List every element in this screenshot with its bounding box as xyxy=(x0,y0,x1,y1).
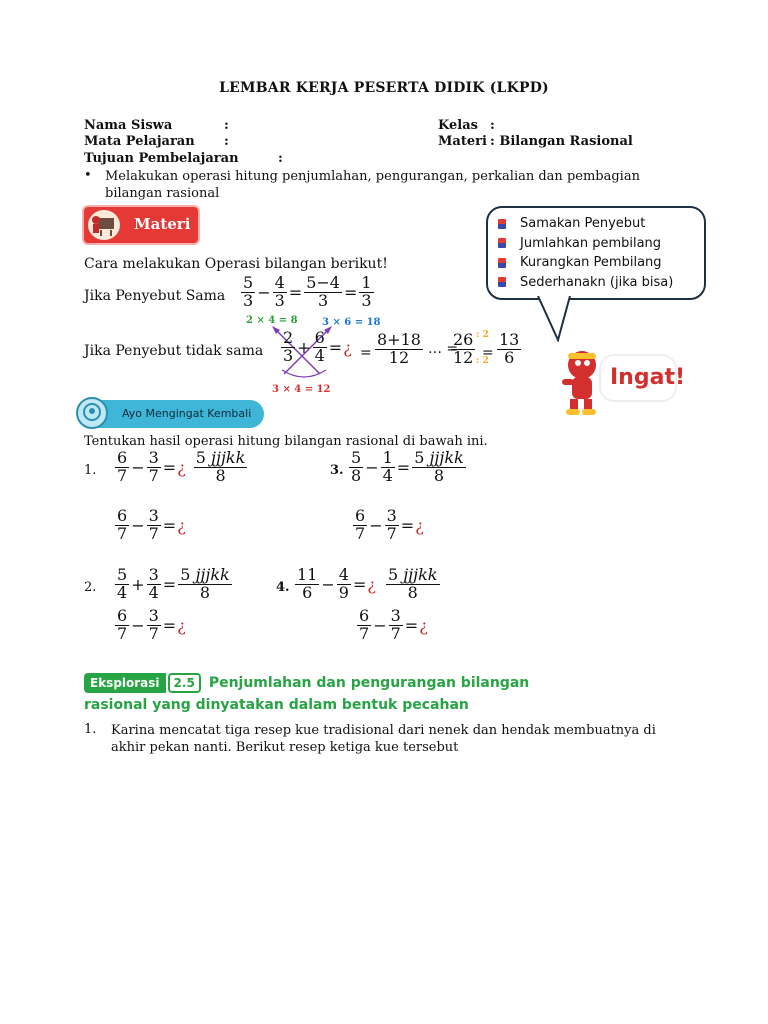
bullet-icon xyxy=(498,258,506,268)
eksplorasi-title-2: rasional yang dinyatakan dalam bentuk pecahan xyxy=(84,697,469,713)
kelas-colon: : xyxy=(490,118,495,133)
page-title: LEMBAR KERJA PESERTA DIDIK (LKPD) xyxy=(219,80,549,96)
eksplorasi-tag: Eksplorasi xyxy=(84,673,166,693)
q1-equation: $\frac{6}{7}$ − $\frac{3}{7}$ = ¿ $\frac{\text{5 jjjkk}}{8}$ xyxy=(117,448,246,485)
bullet-icon xyxy=(498,277,506,287)
same-label: Jika Penyebut Sama xyxy=(84,288,226,304)
q4-number: 4. xyxy=(276,580,290,595)
diff-eq-sign-2: = xyxy=(482,345,494,361)
q3-answer-row: $\frac{6}{7}$ − $\frac{3}{7}$ = ¿ xyxy=(355,506,424,543)
same-equation: $\frac{5}{3}$ − $\frac{4}{3}$ = $\frac{5-4}{3}$ = $\frac{1}{3}$ xyxy=(243,273,372,310)
q2-answer-row: $\frac{6}{7}$ − $\frac{3}{7}$ = ¿ xyxy=(117,606,186,643)
q3-equation: $\frac{5}{8}$ − $\frac{1}{4}$ = $\frac{\text{5 jjjkk}}{8}$ xyxy=(351,448,464,485)
diff-step-2: $\frac{26}{12}$ xyxy=(453,330,474,367)
reminder-item: Jumlahkan pembilang xyxy=(498,234,704,254)
materi-label: Materi xyxy=(438,134,487,149)
materi-badge-label: Materi xyxy=(134,215,191,233)
annot-right: 3 × 6 = 18 xyxy=(322,317,381,328)
reminder-item: Kurangkan Pembilang xyxy=(498,253,704,273)
tujuan-bullet: • xyxy=(84,168,92,183)
nama-label: Nama Siswa xyxy=(84,118,173,133)
tujuan-text: Melakukan operasi hitung penjumlahan, pengurangan, perkalian dan pembagian bilangan rasional xyxy=(105,169,640,201)
instruction-text: Tentukan hasil operasi hitung bilangan rasional di bawah ini. xyxy=(84,434,488,449)
ingat-label: Ingat! xyxy=(610,365,685,390)
tujuan-label: Tujuan Pembelajaran xyxy=(84,151,239,166)
diff-step-1: $\frac{8+18}{12}$ … = xyxy=(377,330,459,367)
eksplorasi-title-1: Penjumlahan dan pengurangan bilangan xyxy=(208,675,530,691)
diff-result: $\frac{13}{6}$ xyxy=(499,330,520,367)
mapel-colon: : xyxy=(224,134,229,149)
q4-answer-row: $\frac{6}{7}$ − $\frac{3}{7}$ = ¿ xyxy=(359,606,428,643)
kelas-label: Kelas xyxy=(438,118,478,133)
q4-equation: $\frac{11}{6}$ − $\frac{4}{9}$ = ¿ $\frac{\text{5 jjjkk}}{8}$ xyxy=(297,565,438,602)
q2-equation: $\frac{5}{4}$ + $\frac{3}{4}$ = $\frac{\text{5 jjjkk}}{8}$ xyxy=(117,565,230,602)
ingat-sticker xyxy=(560,345,685,419)
reminder-bubble xyxy=(486,206,706,300)
ayo-label: Ayo Mengingat Kembali xyxy=(122,407,252,420)
q3-number: 3. xyxy=(330,463,344,478)
intro-text: Cara melakukan Operasi bilangan berikut! xyxy=(84,256,388,272)
mapel-label: Mata Pelajaran xyxy=(84,134,195,149)
materi-badge xyxy=(82,205,200,245)
item1-number: 1. xyxy=(84,722,97,737)
teacher-icon xyxy=(88,210,120,240)
diff-equation: $\frac{2}{3}$ + $\frac{6}{4}$ = ¿ xyxy=(283,328,352,365)
eksplorasi-number: 2.5 xyxy=(168,673,201,693)
item1-text: Karina mencatat tiga resep kue tradisional dari nenek dan hendak membuatnya di akhir pekan nanti. Berikut resep ketiga kue tersebut xyxy=(111,723,656,755)
ayo-badge xyxy=(78,400,264,428)
bullet-icon xyxy=(498,219,506,229)
bubble-tail xyxy=(536,296,576,342)
q1-answer-row: $\frac{6}{7}$ − $\frac{3}{7}$ = ¿ xyxy=(117,506,186,543)
eksplorasi-header xyxy=(84,673,529,693)
reminder-item: Sederhanakn (jika bisa) xyxy=(498,273,704,293)
annot-left: 2 × 4 = 8 xyxy=(246,315,298,326)
bullet-icon xyxy=(498,238,506,248)
diff-label: Jika Penyebut tidak sama xyxy=(84,343,264,359)
divide-note-top: : 2 xyxy=(476,330,489,340)
divide-note-bottom: : 2 xyxy=(476,356,489,366)
reminder-item: Samakan Penyebut xyxy=(498,214,704,234)
q2-number: 2. xyxy=(84,580,97,595)
tujuan-colon: : xyxy=(278,151,283,166)
materi-value: : Bilangan Rasional xyxy=(490,134,633,149)
head-icon xyxy=(76,397,108,429)
q1-number: 1. xyxy=(84,463,97,478)
annot-bottom: 3 × 4 = 12 xyxy=(272,384,331,395)
nama-colon: : xyxy=(224,118,229,133)
diff-eq-sign: = xyxy=(360,345,372,361)
